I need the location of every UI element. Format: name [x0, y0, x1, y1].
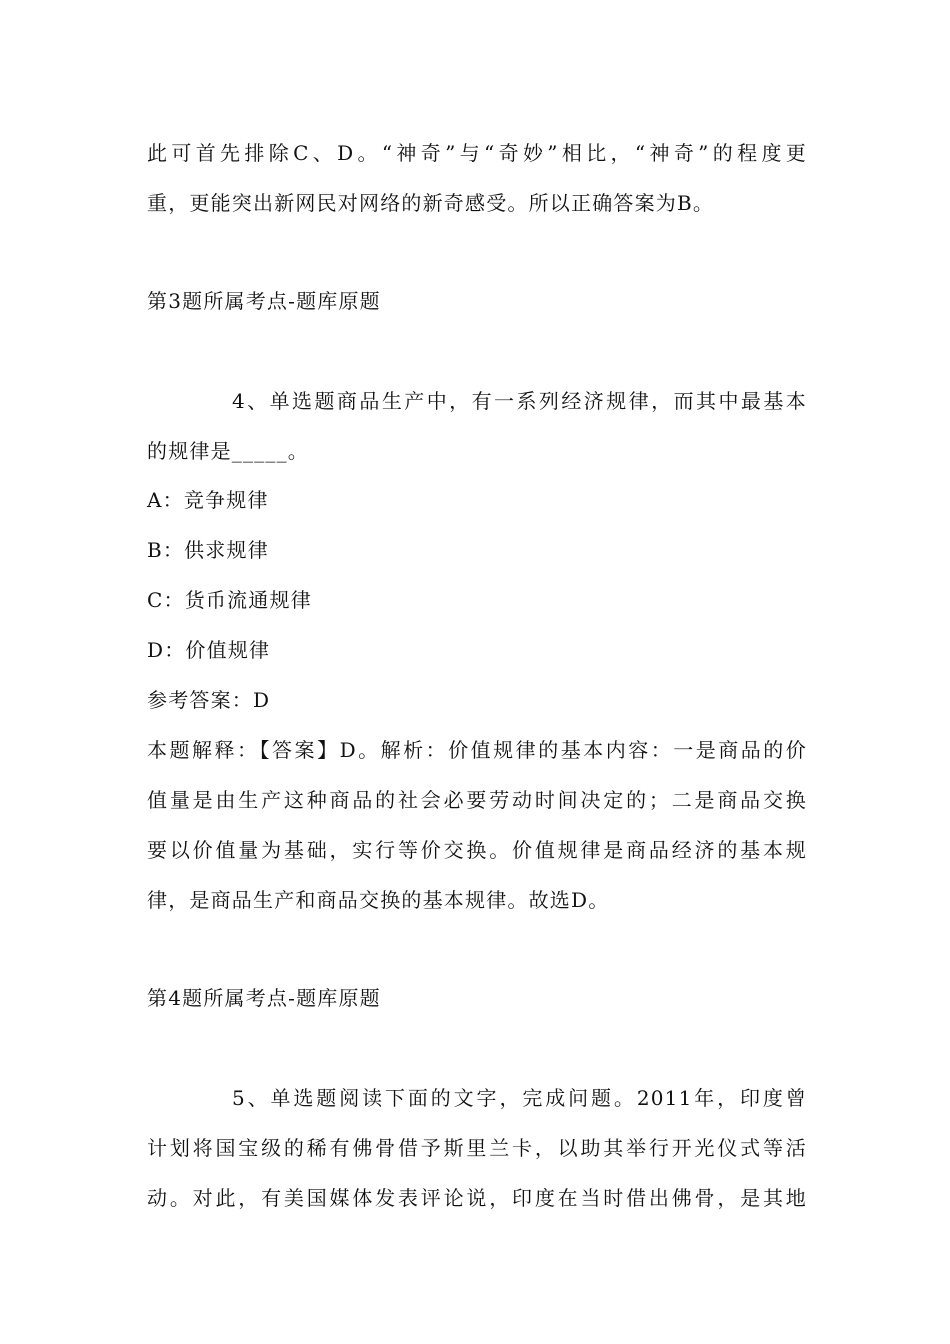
option-c: C：货币流通规律 [147, 588, 312, 612]
paragraph-line: 此可首先排除C、D。“神奇”与“奇妙”相比，“神奇”的程度更 [147, 141, 807, 165]
explanation-line: 值量是由生产这种商品的社会必要劳动时间决定的；二是商品交换 [147, 788, 807, 812]
question-5-stem: 5、单选题阅读下面的文字，完成问题。2011年，印度曾 [232, 1086, 807, 1110]
explanation-line: 要以价值量为基础，实行等价交换。价值规律是商品经济的基本规 [147, 838, 807, 862]
knowledge-point-q3: 第3题所属考点-题库原题 [147, 289, 381, 313]
question-5-stem-cont: 动。对此，有美国媒体发表评论说，印度在当时借出佛骨，是其地 [147, 1186, 807, 1210]
question-4-stem: 4、单选题商品生产中，有一系列经济规律，而其中最基本 [232, 389, 807, 413]
question-5-stem-cont: 计划将国宝级的稀有佛骨借予斯里兰卡，以助其举行开光仪式等活 [147, 1136, 807, 1160]
paragraph-line: 重，更能突出新网民对网络的新奇感受。所以正确答案为B。 [147, 191, 715, 215]
reference-answer: 参考答案：D [147, 688, 271, 712]
explanation-line: 本题解释：【答案】D。解析：价值规律的基本内容：一是商品的价 [147, 738, 807, 762]
option-d: D：价值规律 [147, 638, 271, 662]
question-4-stem-cont: 的规律是_____。 [147, 439, 309, 463]
option-b: B：供求规律 [147, 538, 269, 562]
option-a: A：竞争规律 [147, 488, 269, 512]
explanation-line: 律，是商品生产和商品交换的基本规律。故选D。 [147, 888, 610, 912]
knowledge-point-q4: 第4题所属考点-题库原题 [147, 986, 381, 1010]
